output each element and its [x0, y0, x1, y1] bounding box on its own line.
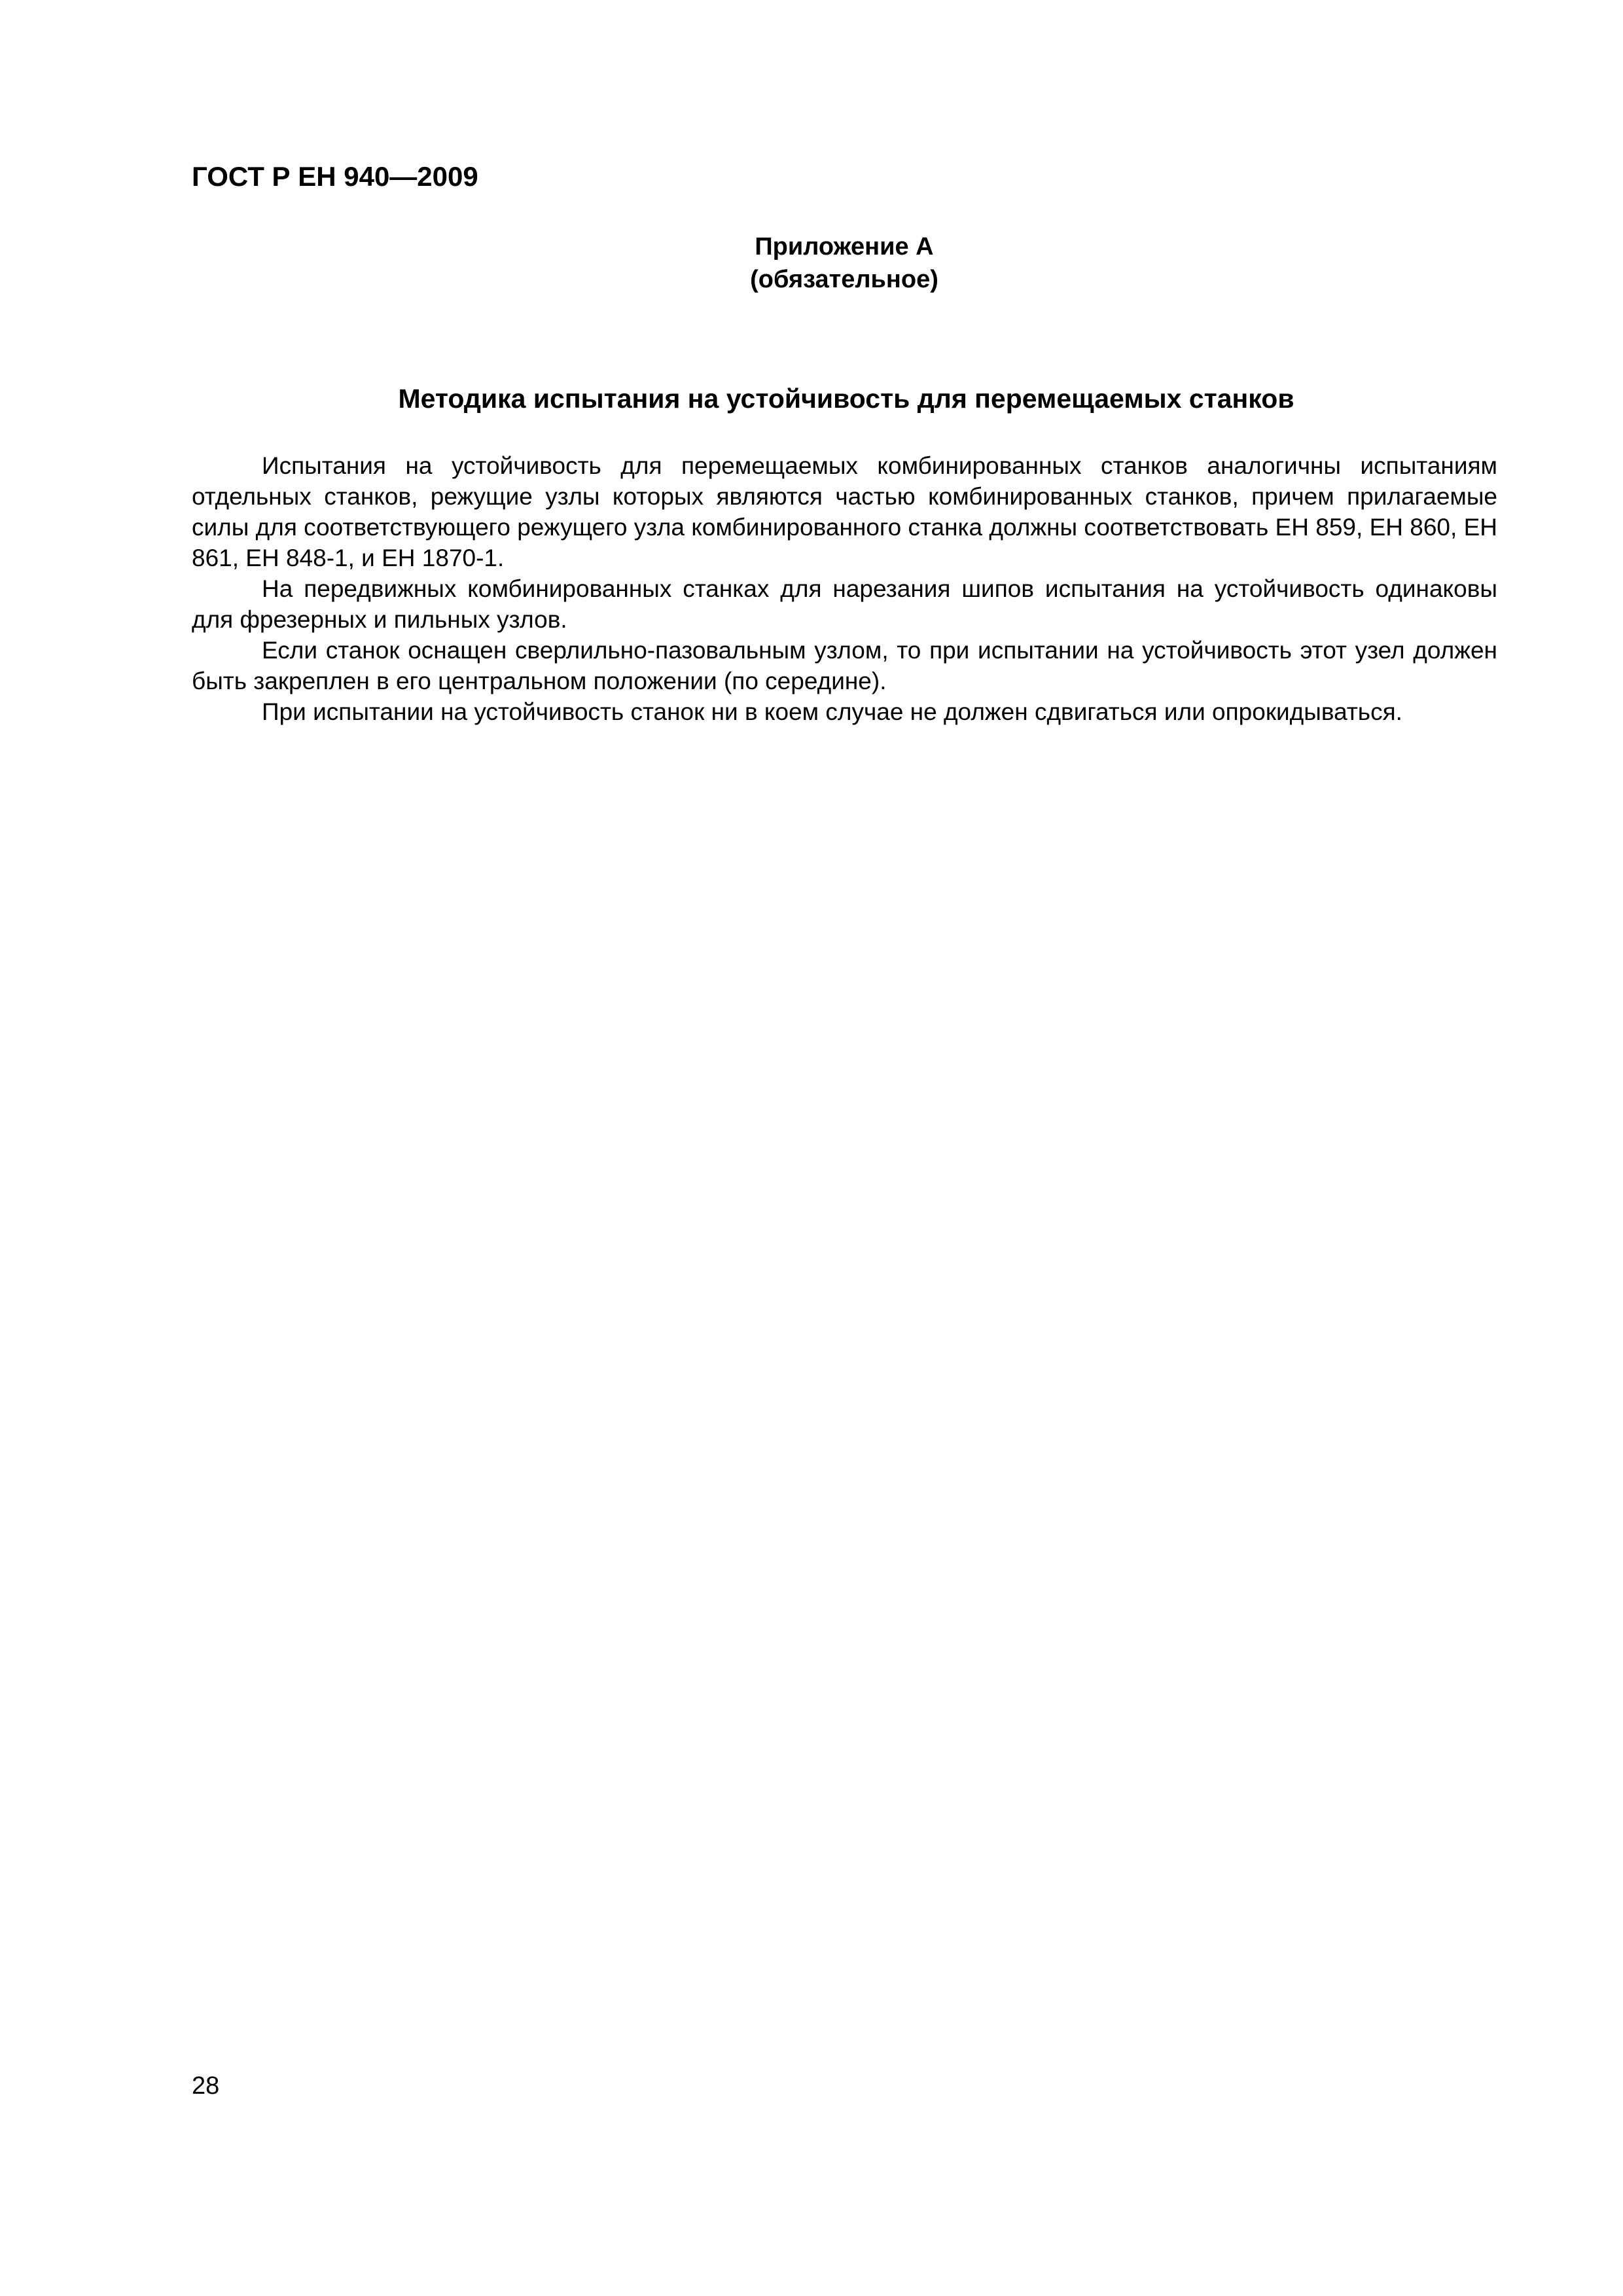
paragraph: На передвижных комбинированных станках для нарезания шипов испытания на устойчивость одинаковы для фрезерных и пильных узлов. [192, 575, 1497, 633]
paragraph: При испытании на устойчивость станок ни в коем случае не должен сдвигаться или опрокидываться. [262, 698, 1402, 725]
document-code: ГОСТ Р ЕН 940—2009 [192, 161, 478, 192]
annex-status: (обязательное) [750, 266, 938, 293]
body-text [192, 450, 1497, 727]
paragraph: Если станок оснащен сверлильно-пазовальным узлом, то при испытании на устойчивость этот узел должен быть закреплен в его центральном положении (по середине). [192, 637, 1497, 694]
paragraph: Испытания на устойчивость для перемещаемых комбинированных станков аналогичны испытаниям отдельных станков, режущие узлы которых являются частью комбинированных станков, причем прилагаемые силы для соответствующего режущего узла комбинированного станка должны соответствовать ЕН 859, ЕН 860, ЕН 861, ЕН 848-1, и ЕН 1870-1. [192, 452, 1497, 571]
page-number: 28 [192, 2072, 220, 2100]
section-heading: Методика испытания на устойчивость для перемещаемых станков [398, 384, 1294, 414]
annex-title: Приложение А [755, 233, 934, 260]
